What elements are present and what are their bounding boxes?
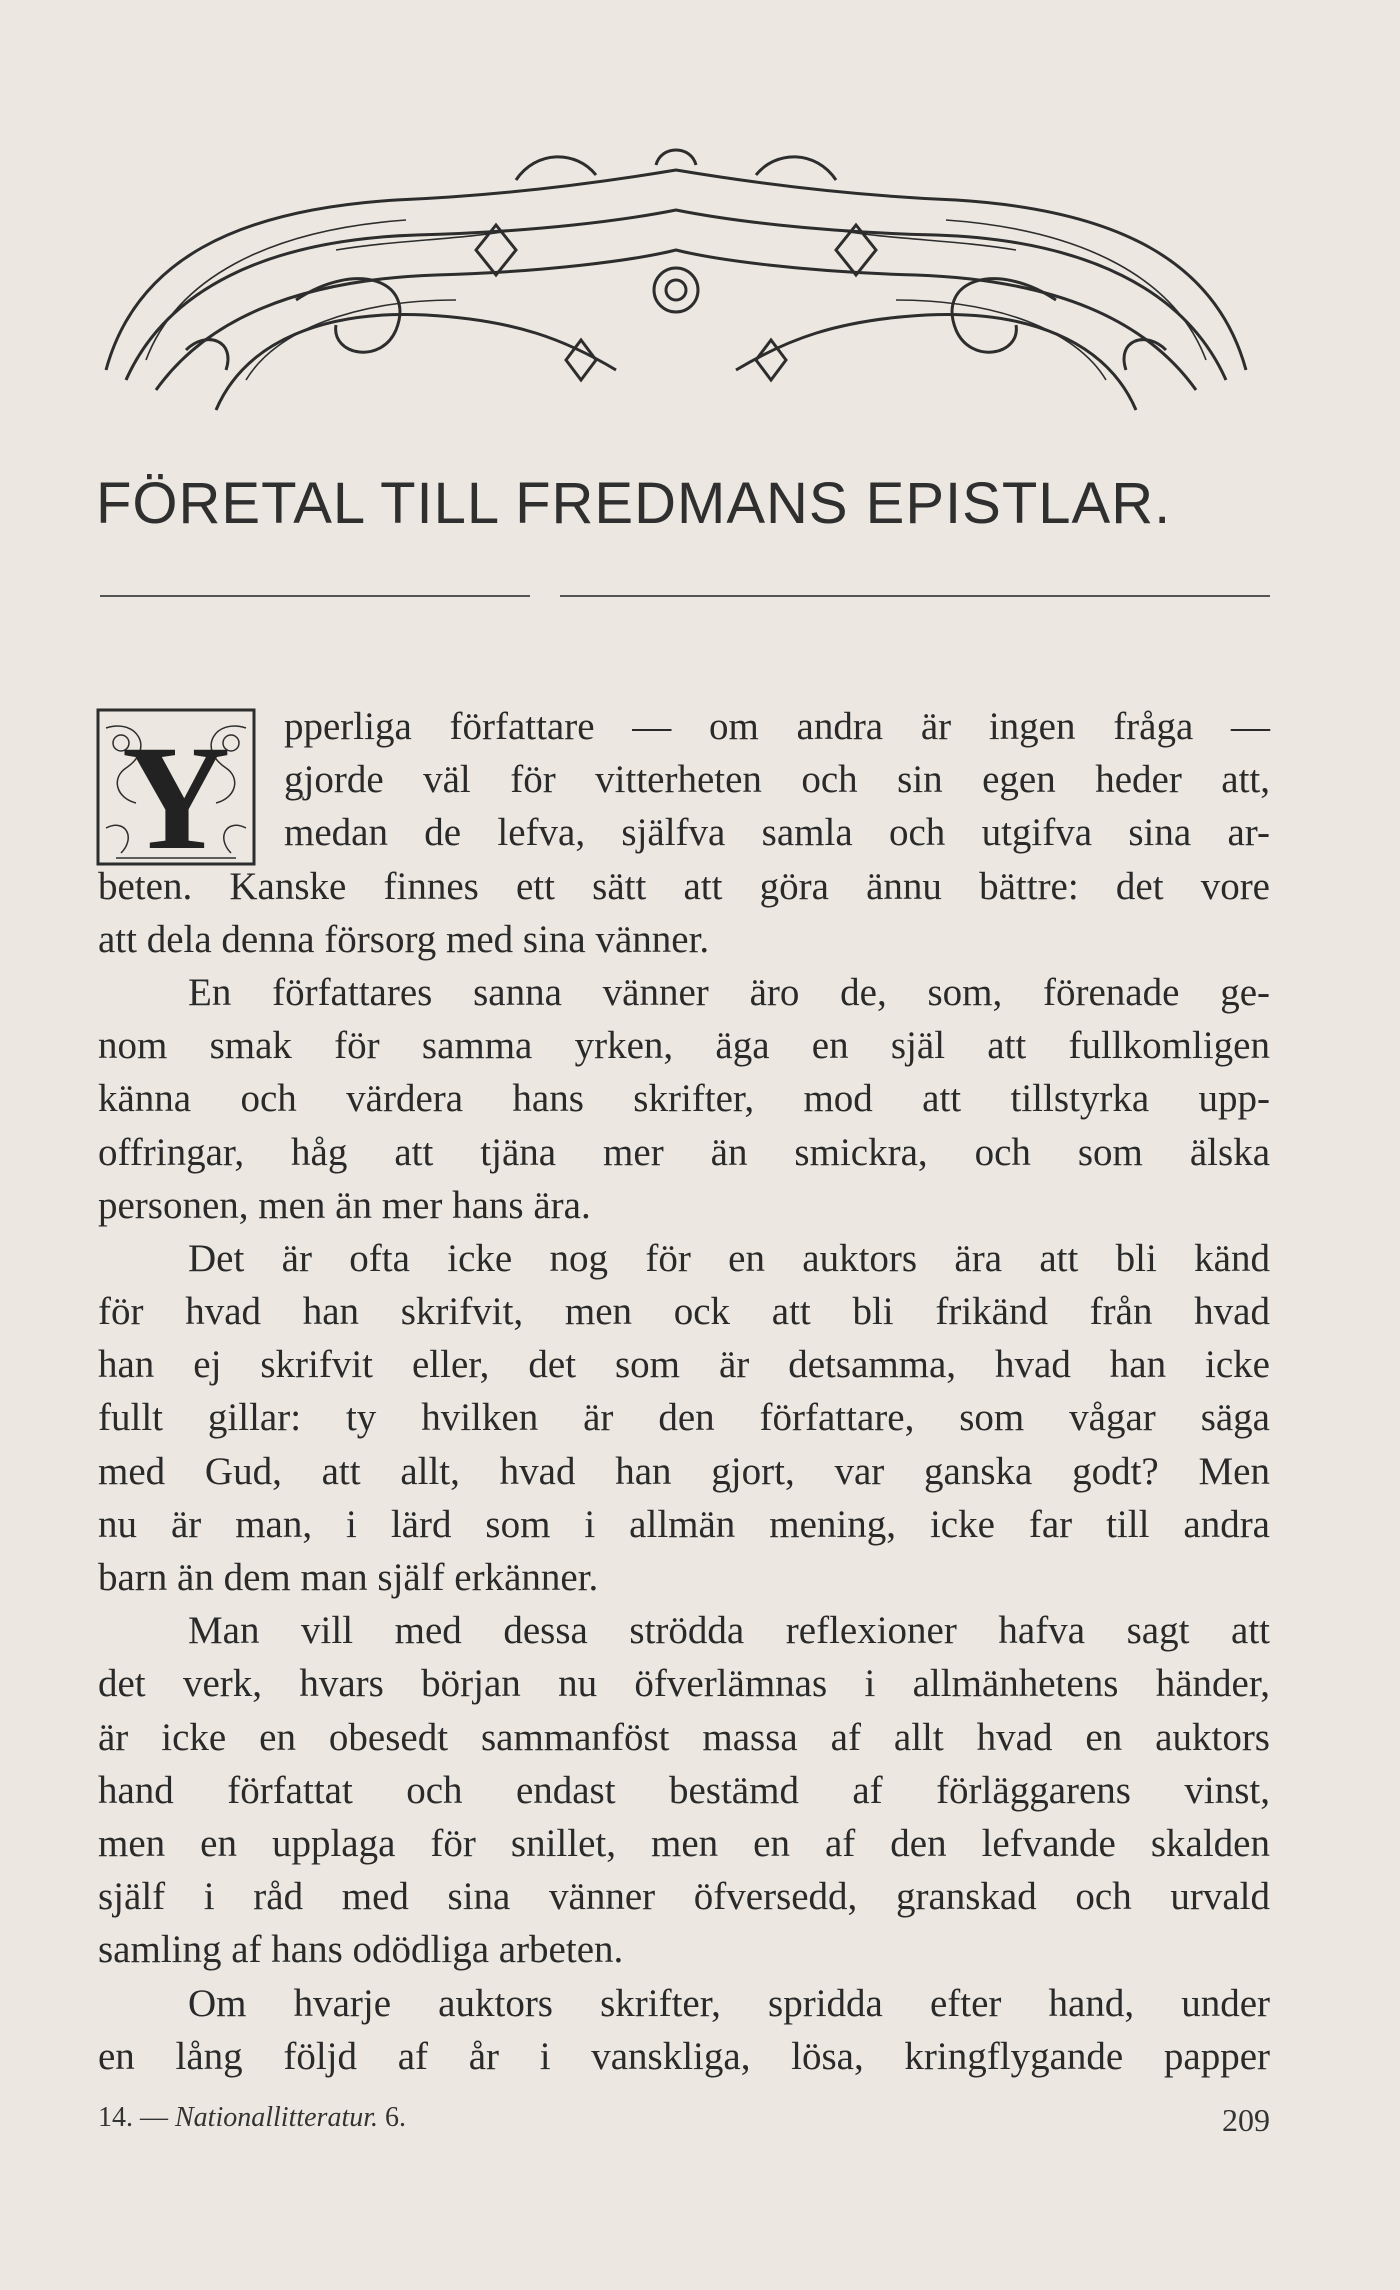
text-line: pperliga författare — om andra är ingen fråga — xyxy=(284,705,1270,748)
signature-number: 14. — xyxy=(98,2102,168,2133)
page-footer xyxy=(98,2102,1270,2142)
text-line: medan de lefva, själfva samla och utgifva sina ar- xyxy=(284,811,1270,855)
text-line: samling af hans odödliga arbeten. xyxy=(98,1928,624,1972)
text-line: Om hvarje auktors skrifter, spridda efter hand, under xyxy=(188,1981,1270,2025)
text-line: personen, men än mer hans ära. xyxy=(98,1183,591,1227)
text-line: är icke en obesedt sammanföst massa af allt hvad en auktors xyxy=(98,1715,1270,1759)
text-line: nu är man, i lärd som i allmän mening, icke far till andra xyxy=(98,1502,1270,1546)
page-number: 209 xyxy=(1222,2102,1270,2138)
text-line: fullt gillar: ty hvilken är den författare, som vågar säga xyxy=(98,1396,1270,1440)
text-line: En författares sanna vänner äro de, som, förenade ge- xyxy=(188,970,1270,1014)
text-line: för hvad han skrifvit, men ock att bli frikänd från hvad xyxy=(98,1290,1270,1334)
text-line: Det är ofta icke nog för en auktors ära att bli känd xyxy=(188,1236,1270,1280)
text-line: offringar, håg att tjäna mer än smickra, och som älska xyxy=(98,1130,1270,1174)
text-line: men en upplaga för snillet, men en af den lefvande skalden xyxy=(98,1821,1270,1865)
text-line: en lång följd af år i vanskliga, lösa, kringflygande papper xyxy=(98,2034,1270,2078)
floral-headpiece-icon xyxy=(96,140,1256,430)
text-line: själf i råd med sina vänner öfversedd, granskad och urvald xyxy=(98,1875,1270,1919)
text-line: gjorde väl för vitterheten och sin egen heder att, xyxy=(284,758,1270,802)
dropcap-letter: Y xyxy=(121,715,231,866)
body-text xyxy=(98,700,1270,2083)
text-line: känna och värdera hans skrifter, mod att tillstyrka upp- xyxy=(98,1077,1270,1121)
text-line: beten. Kanske finnes ett sätt att göra ännu bättre: det vore xyxy=(98,864,1270,908)
title-divider xyxy=(100,595,1270,597)
text-line: hand författat och endast bestämd af förläggarens vinst, xyxy=(98,1768,1270,1812)
text-line: att dela denna försorg med sina vänner. xyxy=(98,917,710,961)
printer-signature xyxy=(98,2102,406,2134)
signature-volume: 6. xyxy=(385,2102,407,2133)
page-title: FÖRETAL TILL FREDMANS EPISTLAR. xyxy=(96,471,1172,536)
text-line: han ej skrifvit eller, det som är detsamma, hvad han icke xyxy=(98,1343,1270,1387)
text-line: med Gud, att allt, hvad han gjort, var ganska godt? Men xyxy=(98,1449,1270,1493)
text-line: barn än dem man själf erkänner. xyxy=(98,1556,599,1599)
text-line: Man vill med dessa strödda reflexioner hafva sagt att xyxy=(188,1609,1270,1653)
text-line: nom smak för samma yrken, äga en själ att fullkomligen xyxy=(98,1024,1270,1068)
signature-title: Nationallitteratur. xyxy=(175,2102,379,2133)
text-line: det verk, hvars början nu öfverlämnas i allmänhetens händer, xyxy=(98,1662,1270,1706)
